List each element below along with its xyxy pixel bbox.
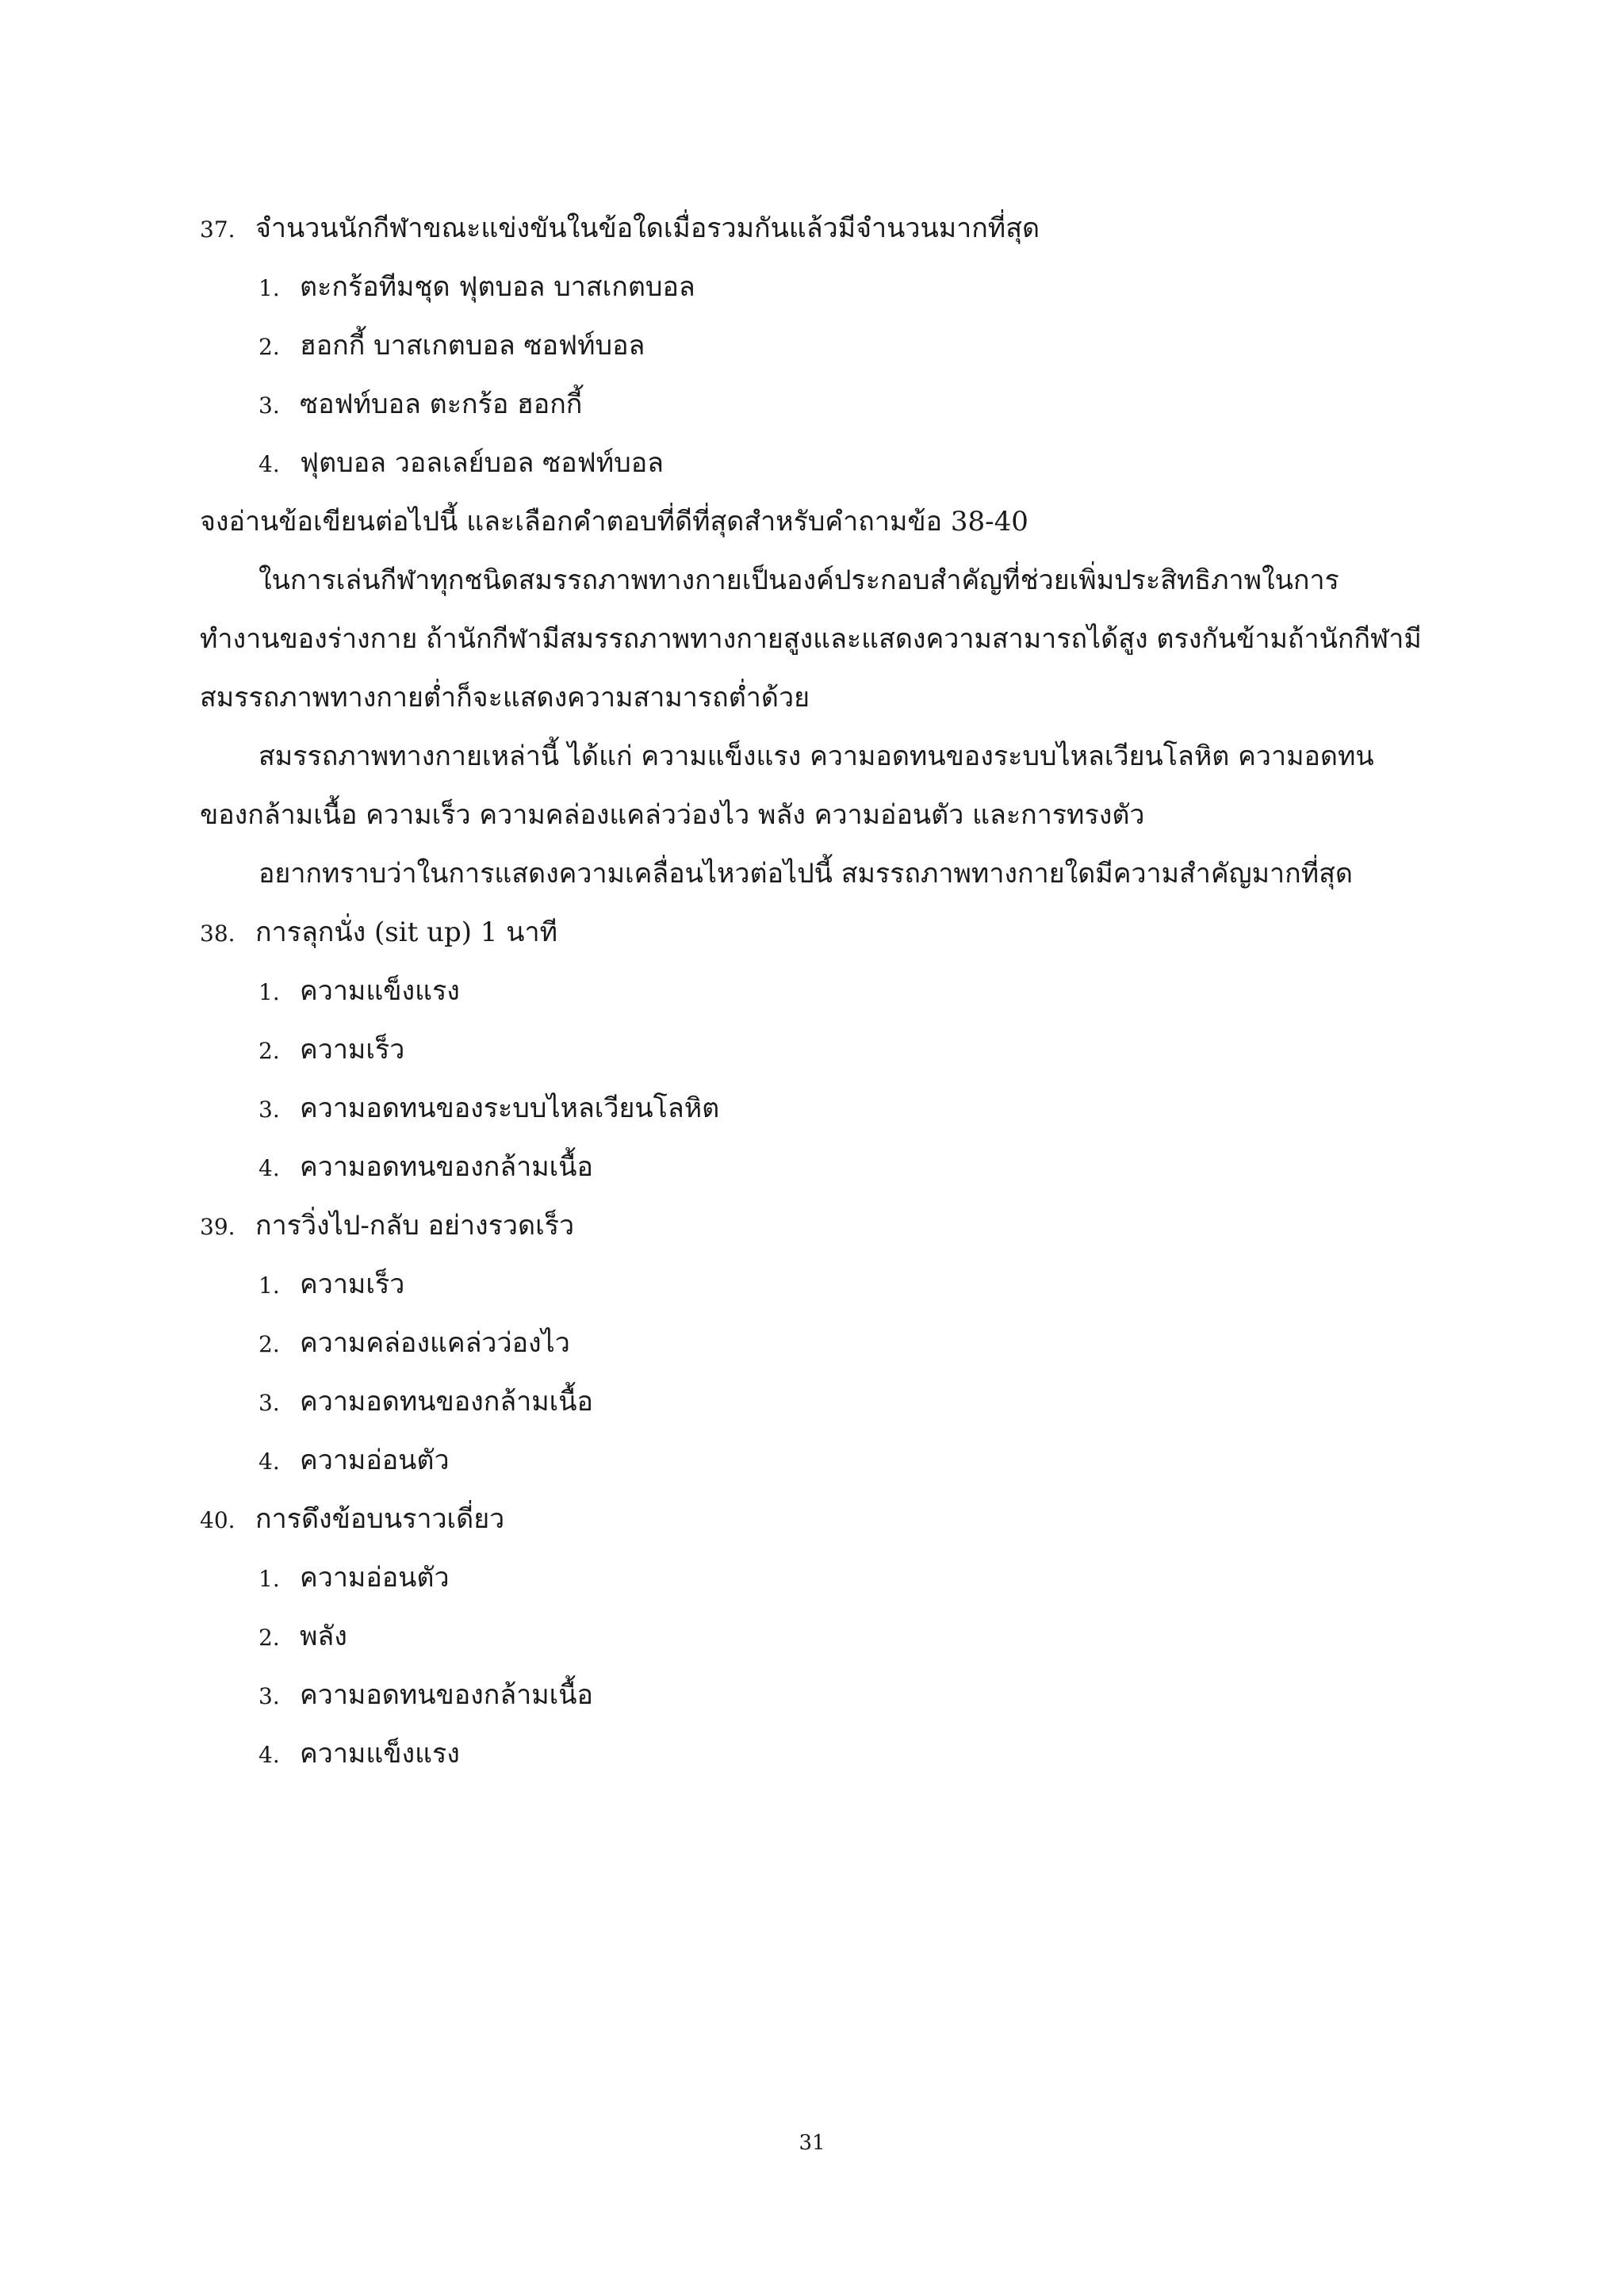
option-text: ความแข็งแรง xyxy=(300,1738,460,1770)
option-text: ตะกร้อทีมชุด ฟุตบอล บาสเกตบอล xyxy=(300,271,695,303)
option-number: 1. xyxy=(259,1272,280,1299)
option-text: ฟุตบอล วอลเลย์บอล ซอฟท์บอล xyxy=(300,447,664,479)
passage-paragraph-2-line-2: ของกล้ามเนื้อ ความเร็ว ความคล่องแคล่วว่องไว พลัง ความอ่อนตัว และการทรงตัว xyxy=(200,799,1145,831)
question-number: 39. xyxy=(200,1214,236,1240)
option-40-1 xyxy=(259,1560,450,1597)
option-40-4 xyxy=(259,1736,460,1773)
question-number: 37. xyxy=(200,216,236,243)
option-number: 4. xyxy=(259,1742,280,1768)
option-text: ความคล่องแคล่วว่องไว xyxy=(300,1327,570,1359)
option-text: ความอ่อนตัว xyxy=(300,1562,450,1594)
option-39-2 xyxy=(259,1326,570,1362)
option-number: 3. xyxy=(259,1390,280,1416)
option-number: 3. xyxy=(259,1683,280,1709)
option-text: ความอดทนของระบบไหลเวียนโลหิต xyxy=(300,1093,720,1124)
question-text: จำนวนนักกีฬาขณะแข่งขันในข้อใดเมื่อรวมกันแล้วมีจำนวนมากที่สุด xyxy=(255,212,1040,244)
option-37-1 xyxy=(259,270,695,306)
passage-paragraph-1-line-2: ทำงานของร่างกาย ถ้านักกีฬามีสมรรถภาพทางกายสูงและแสดงความสามารถได้สูง ตรงกันข้ามถ้านักกีฬามี xyxy=(200,623,1422,655)
option-40-2 xyxy=(259,1619,347,1655)
passage-instruction: จงอ่านข้อเขียนต่อไปนี้ และเลือกคำตอบที่ดีที่สุดสำหรับคำถามข้อ 38-40 xyxy=(200,506,1028,538)
option-38-2 xyxy=(259,1032,404,1069)
option-37-4 xyxy=(259,446,664,482)
option-text: ความอดทนของกล้ามเนื้อ xyxy=(300,1386,593,1418)
option-number: 2. xyxy=(259,1624,280,1651)
option-38-1 xyxy=(259,974,460,1010)
option-39-4 xyxy=(259,1443,450,1479)
option-text: ความแข็งแรง xyxy=(300,975,460,1007)
option-39-3 xyxy=(259,1384,593,1421)
option-text: ความเร็ว xyxy=(300,1269,405,1300)
option-40-3 xyxy=(259,1678,593,1714)
passage-paragraph-3-line-1: อยากทราบว่าในการแสดงความเคลื่อนไหวต่อไปนี้ สมรรถภาพทางกายใดมีความสำคัญมากที่สุด xyxy=(259,858,1353,890)
option-text: พลัง xyxy=(300,1621,347,1652)
option-number: 4. xyxy=(259,1155,280,1181)
question-text: การดึงข้อบนราวเดี่ยว xyxy=(255,1503,505,1535)
option-number: 2. xyxy=(259,1038,280,1064)
question-40 xyxy=(200,1502,504,1538)
option-37-2 xyxy=(259,328,645,365)
option-38-4 xyxy=(259,1150,593,1186)
option-number: 3. xyxy=(259,1096,280,1123)
option-text: ซอฟท์บอล ตะกร้อ ฮอกกี้ xyxy=(300,388,583,420)
option-text: ฮอกกี้ บาสเกตบอล ซอฟท์บอล xyxy=(300,330,645,362)
option-text: ความอ่อนตัว xyxy=(300,1445,450,1476)
question-number: 38. xyxy=(200,920,236,947)
option-37-3 xyxy=(259,387,582,423)
option-number: 3. xyxy=(259,392,280,419)
option-38-3 xyxy=(259,1091,719,1127)
question-39 xyxy=(200,1208,574,1245)
passage-paragraph-2-line-1: สมรรถภาพทางกายเหล่านี้ ได้แก่ ความแข็งแรง ความอดทนของระบบไหลเวียนโลหิต ความอดทน xyxy=(259,740,1374,772)
question-37 xyxy=(200,211,1040,247)
question-text: การลุกนั่ง (sit up) 1 นาที xyxy=(255,916,557,948)
question-38 xyxy=(200,915,557,951)
option-number: 1. xyxy=(259,979,280,1005)
passage-paragraph-1-line-1: ในการเล่นกีฬาทุกชนิดสมรรถภาพทางกายเป็นองค์ประกอบสำคัญที่ช่วยเพิ่มประสิทธิภาพในการ xyxy=(259,564,1339,596)
question-number: 40. xyxy=(200,1507,236,1533)
option-number: 4. xyxy=(259,451,280,477)
option-number: 2. xyxy=(259,334,280,360)
page-number: 31 xyxy=(799,2131,825,2155)
option-number: 2. xyxy=(259,1331,280,1357)
option-text: ความเร็ว xyxy=(300,1034,405,1066)
option-number: 1. xyxy=(259,1566,280,1592)
option-text: ความอดทนของกล้ามเนื้อ xyxy=(300,1151,593,1183)
passage-paragraph-1-line-3: สมรรถภาพทางกายต่ำก็จะแสดงความสามารถต่ำด้วย xyxy=(200,682,810,714)
option-number: 4. xyxy=(259,1448,280,1475)
question-text: การวิ่งไป-กลับ อย่างรวดเร็ว xyxy=(255,1210,575,1242)
option-text: ความอดทนของกล้ามเนื้อ xyxy=(300,1679,593,1711)
option-39-1 xyxy=(259,1267,404,1303)
option-number: 1. xyxy=(259,275,280,301)
